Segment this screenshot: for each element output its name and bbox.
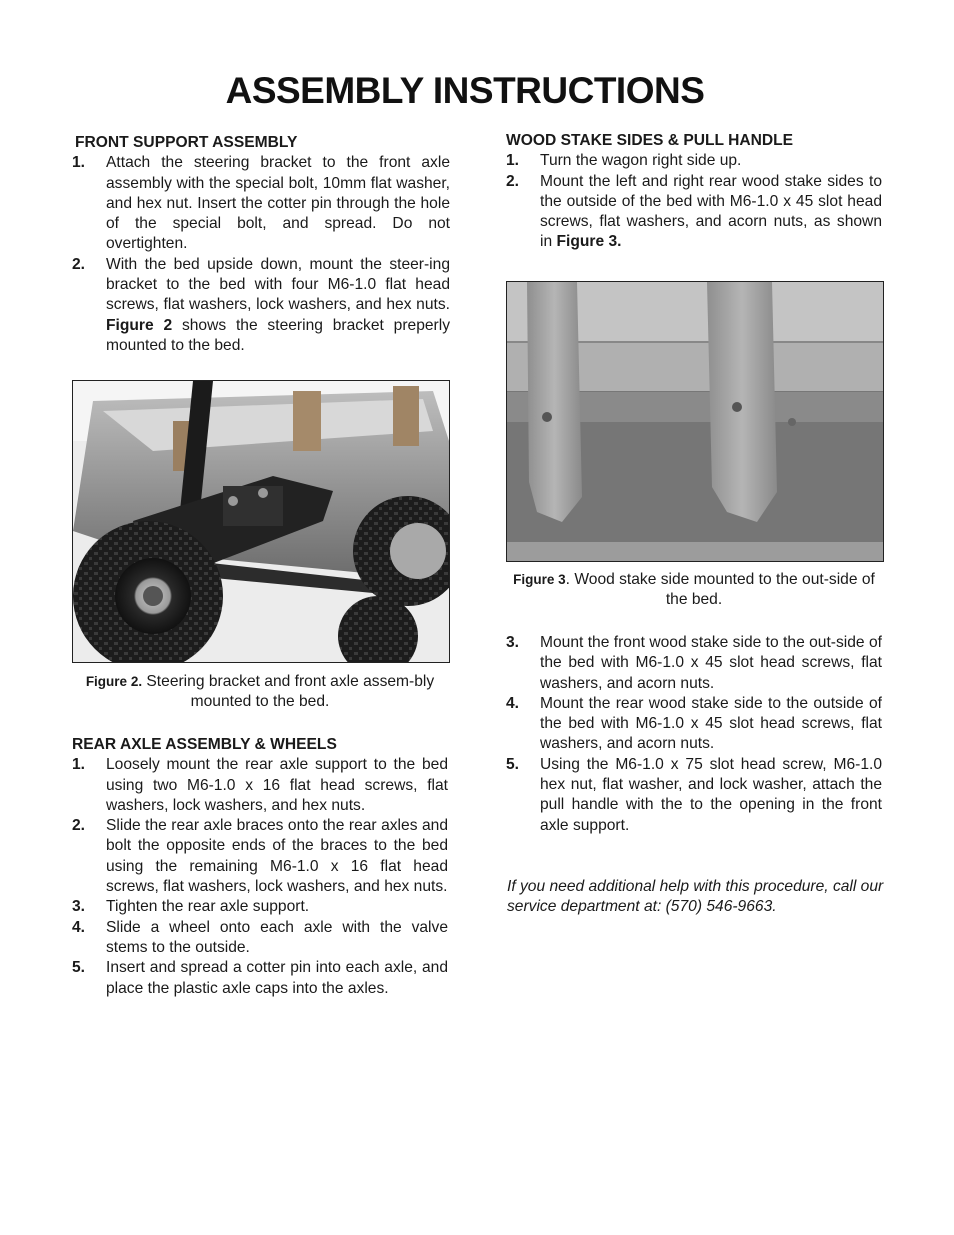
step-text: Mount the front wood stake side to the out-side of the bed with M6-1.0 x 45 slot head screws, flat washers, and acorn nuts.	[540, 634, 882, 692]
step-number: 1.	[72, 154, 86, 172]
front-support-step-2	[72, 255, 450, 356]
step-number: 5.	[72, 959, 86, 977]
wood-stake-step-5	[506, 755, 882, 836]
rear-axle-step-3	[72, 897, 448, 917]
help-note: If you need additional help with this procedure, call our service department at: (570) 546-9663.	[507, 878, 884, 916]
step-text: Loosely mount the rear axle support to the bed using two M6-1.0 x 16 flat head screws, flat washers, lock washers, and hex nuts.	[106, 756, 448, 814]
figure-reference: Figure 3.	[556, 233, 622, 251]
rear-axle-step-1	[72, 755, 448, 816]
wood-stake-step-3	[506, 633, 882, 694]
wood-stake-heading: WOOD STAKE SIDES & PULL HANDLE	[506, 132, 794, 149]
rear-axle-section	[72, 735, 448, 999]
figure-2-caption	[72, 672, 448, 713]
step-text: Tighten the rear axle support.	[106, 898, 310, 916]
step-text: Turn the wagon right side up.	[540, 152, 742, 170]
step-text: Using the M6-1.0 x 75 slot head screw, M6-1.0 hex nut, flat washer, and lock washer, attach the pull handle with the to the opening in the front axle support.	[540, 755, 882, 834]
wood-stake-steps-continued	[506, 633, 882, 836]
step-number: 2.	[72, 255, 86, 273]
rear-axle-step-2	[72, 816, 448, 897]
wood-stake-step-4	[506, 694, 882, 755]
step-text: Mount the left and right rear wood stake sides to the outside of the bed with M6-1.0 x 45 slot head screws, flat washers, and acorn nuts, as shown in Figure 3.	[540, 172, 882, 251]
step-number: 4.	[506, 694, 520, 712]
step-number: 3.	[72, 898, 86, 916]
step-number: 2.	[506, 172, 520, 190]
figure-3-caption	[506, 570, 882, 611]
wood-stake-step-1	[506, 151, 882, 171]
step-number: 5.	[506, 755, 520, 773]
wood-stake-step-2	[506, 172, 882, 253]
step-text: Slide the rear axle braces onto the rear axles and bolt the opposite ends of the braces to the bed using the remaining M6-1.0 x 16 flat head screws, flat washers, lock washers, and hex nuts.	[106, 817, 448, 896]
rear-axle-step-5	[72, 958, 448, 999]
front-support-heading: FRONT SUPPORT ASSEMBLY	[75, 134, 298, 151]
step-number: 2.	[72, 817, 86, 835]
rear-axle-step-4	[72, 918, 448, 959]
figure-3-photo	[506, 281, 884, 562]
step-number: 1.	[72, 756, 86, 774]
front-support-section	[72, 133, 450, 356]
step-text: Mount the rear wood stake side to the outside of the bed with M6-1.0 x 45 slot head screws, flat washers, and acorn nuts.	[540, 694, 882, 753]
figure-label: Figure 2.	[85, 674, 143, 689]
step-number: 4.	[72, 918, 86, 936]
page-title: ASSEMBLY INSTRUCTIONS	[225, 70, 705, 111]
figure-2-photo	[72, 380, 450, 663]
step-text: With the bed upside down, mount the steer-ing bracket to the bed with four M6-1.0 flat head screws, flat washers, lock washers, and hex nuts. Figure 2 shows the steering bracket preperly mounted to the bed.	[106, 255, 451, 354]
step-number: 3.	[506, 634, 520, 651]
step-text: Attach the steering bracket to the front axle assembly with the special bolt, 10mm flat washer, and hex nut. Insert the cotter pin through the hole of the special bolt, and spread. Do not overtighten.	[106, 154, 450, 253]
rear-axle-heading: REAR AXLE ASSEMBLY & WHEELS	[72, 736, 337, 753]
caption-text: . Wood stake side mounted to the out-side of the bed.	[565, 571, 875, 609]
figure-label: Figure 3	[513, 572, 566, 587]
step-text: Insert and spread a cotter pin into each axle, and place the plastic axle caps into the axles.	[106, 959, 448, 997]
wood-stake-section	[506, 131, 882, 253]
front-support-step-1	[72, 153, 450, 254]
step-text: Slide a wheel onto each axle with the valve stems to the outside.	[106, 918, 448, 956]
step-number: 1.	[506, 152, 520, 170]
caption-text: Steering bracket and front axle assem-bly mounted to the bed.	[142, 673, 435, 711]
figure-reference: Figure 2	[106, 316, 173, 334]
